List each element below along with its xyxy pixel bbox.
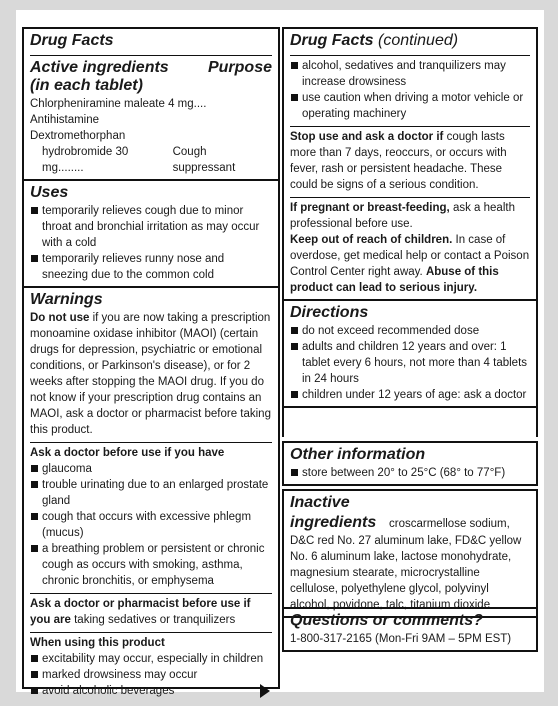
when-using-heading: When using this product — [30, 637, 165, 649]
warnings-section — [24, 286, 278, 706]
warnings-continued-section — [284, 29, 536, 299]
stop-use-warning: Stop use and ask a doctor if cough lasts more than 7 days, reoccurs, or occurs with fever, rash or persistent headache. These could be signs of a serious condition. — [290, 131, 507, 191]
list-item: avoid alcoholic beverages — [30, 683, 272, 699]
list-item: excitability may occur, especially in children — [30, 651, 272, 667]
other-information-heading: Other information — [290, 446, 426, 463]
active-ingredients-section — [24, 29, 278, 179]
ingredient-row: hydrobromide 30 mg........ Cough suppressant — [42, 146, 236, 174]
ask-doctor-heading: Ask a doctor before use if you have — [30, 447, 225, 459]
purpose-heading: Purpose — [207, 59, 272, 76]
uses-section — [24, 179, 278, 286]
ask-doctor-list — [30, 461, 272, 589]
list-item: glaucoma — [30, 461, 272, 477]
list-item: children under 12 years of age: ask a doctor — [290, 387, 530, 403]
when-using-list — [30, 651, 272, 699]
drug-facts-panel — [16, 10, 544, 697]
active-ingredients-subheading: (in each tablet) — [30, 77, 143, 94]
drug-facts-continued-title: Drug Facts (continued) — [290, 32, 459, 49]
drug-facts-right-column — [282, 27, 538, 437]
inactive-ingredients-text: Inactive ingredients croscarmellose sodium, D&C red No. 27 aluminum lake, FD&C yellow No. 6 aluminum lake, lactose monohydrate, magnesium stearate, microcrystalline cellulose, polyethylene glycol, polyvinyl alcohol, povidone, talc, titanium dioxide — [290, 494, 522, 611]
list-item: trouble urinating due to an enlarged prostate gland — [30, 477, 272, 509]
list-item: store between 20° to 25°C (68° to 77°F) — [290, 465, 530, 481]
active-ingredients-heading: Active ingredients — [30, 59, 169, 76]
list-item: alcohol, sedatives and tranquilizers may increase drowsiness — [290, 58, 530, 90]
ask-pharmacist-warning: Ask a doctor or pharmacist before use if you are taking sedatives or tranquilizers — [30, 598, 251, 626]
other-information-list — [290, 465, 530, 481]
warnings-heading: Warnings — [30, 291, 103, 308]
uses-heading: Uses — [30, 184, 69, 201]
list-item: temporarily relieves runny nose and sneezing due to the common cold — [30, 251, 272, 283]
list-item: cough that occurs with excessive phlegm (mucus) — [30, 509, 272, 541]
continued-list — [290, 58, 530, 122]
list-item: do not exceed recommended dose — [290, 323, 530, 339]
list-item: temporarily relieves cough due to minor throat and bronchial irritation as may occur with a cold — [30, 203, 272, 251]
questions-section — [282, 607, 538, 652]
questions-heading: Questions or comments? — [290, 612, 483, 629]
list-item: a breathing problem or persistent or chronic cough as occurs with smoking, asthma, chronic bronchitis, or emphysema — [30, 541, 272, 589]
ingredient-row: Dextromethorphan — [30, 130, 126, 142]
keep-out-of-reach-warning: Keep out of reach of children. In case of overdose, get medical help or contact a Poison Control Center right away. Abuse of this product can lead to serious injury. — [290, 234, 530, 294]
continue-arrow-icon — [260, 684, 270, 698]
list-item: marked drowsiness may occur — [30, 667, 272, 683]
directions-heading: Directions — [290, 304, 369, 321]
drug-facts-title: Drug Facts — [30, 32, 114, 49]
inactive-ingredients-heading: Inactive ingredients — [290, 494, 377, 531]
list-item: use caution when driving a motor vehicle or operating machinery — [290, 90, 530, 122]
other-information-section — [282, 441, 538, 486]
directions-section — [284, 299, 536, 408]
ingredient-row: Chlorpheniramine maleate 4 mg.... Antihistamine — [30, 98, 207, 126]
phone-number: 1-800-317-2165 (Mon-Fri 9AM – 5PM EST) — [290, 633, 512, 645]
inactive-ingredients-section — [282, 489, 538, 618]
uses-list — [30, 203, 272, 283]
list-item: adults and children 12 years and over: 1 tablet every 6 hours, not more than 4 tablets in 24 hours — [290, 339, 530, 387]
pregnancy-warning: If pregnant or breast-feeding, ask a health professional before use. — [290, 202, 515, 230]
directions-list — [290, 323, 530, 403]
do-not-use-warning: Do not use if you are now taking a prescription monoamine oxidase inhibitor (MAOI) (certain drugs for depression, psychiatric or emotional conditions, or Parkinson's disease), or for 2 weeks after stopping the MAOI drug. If you do not know if your prescription drug contains an MAOI, ask a doctor or pharmacist before taking this product. — [30, 312, 271, 436]
drug-facts-left-column — [22, 27, 280, 697]
